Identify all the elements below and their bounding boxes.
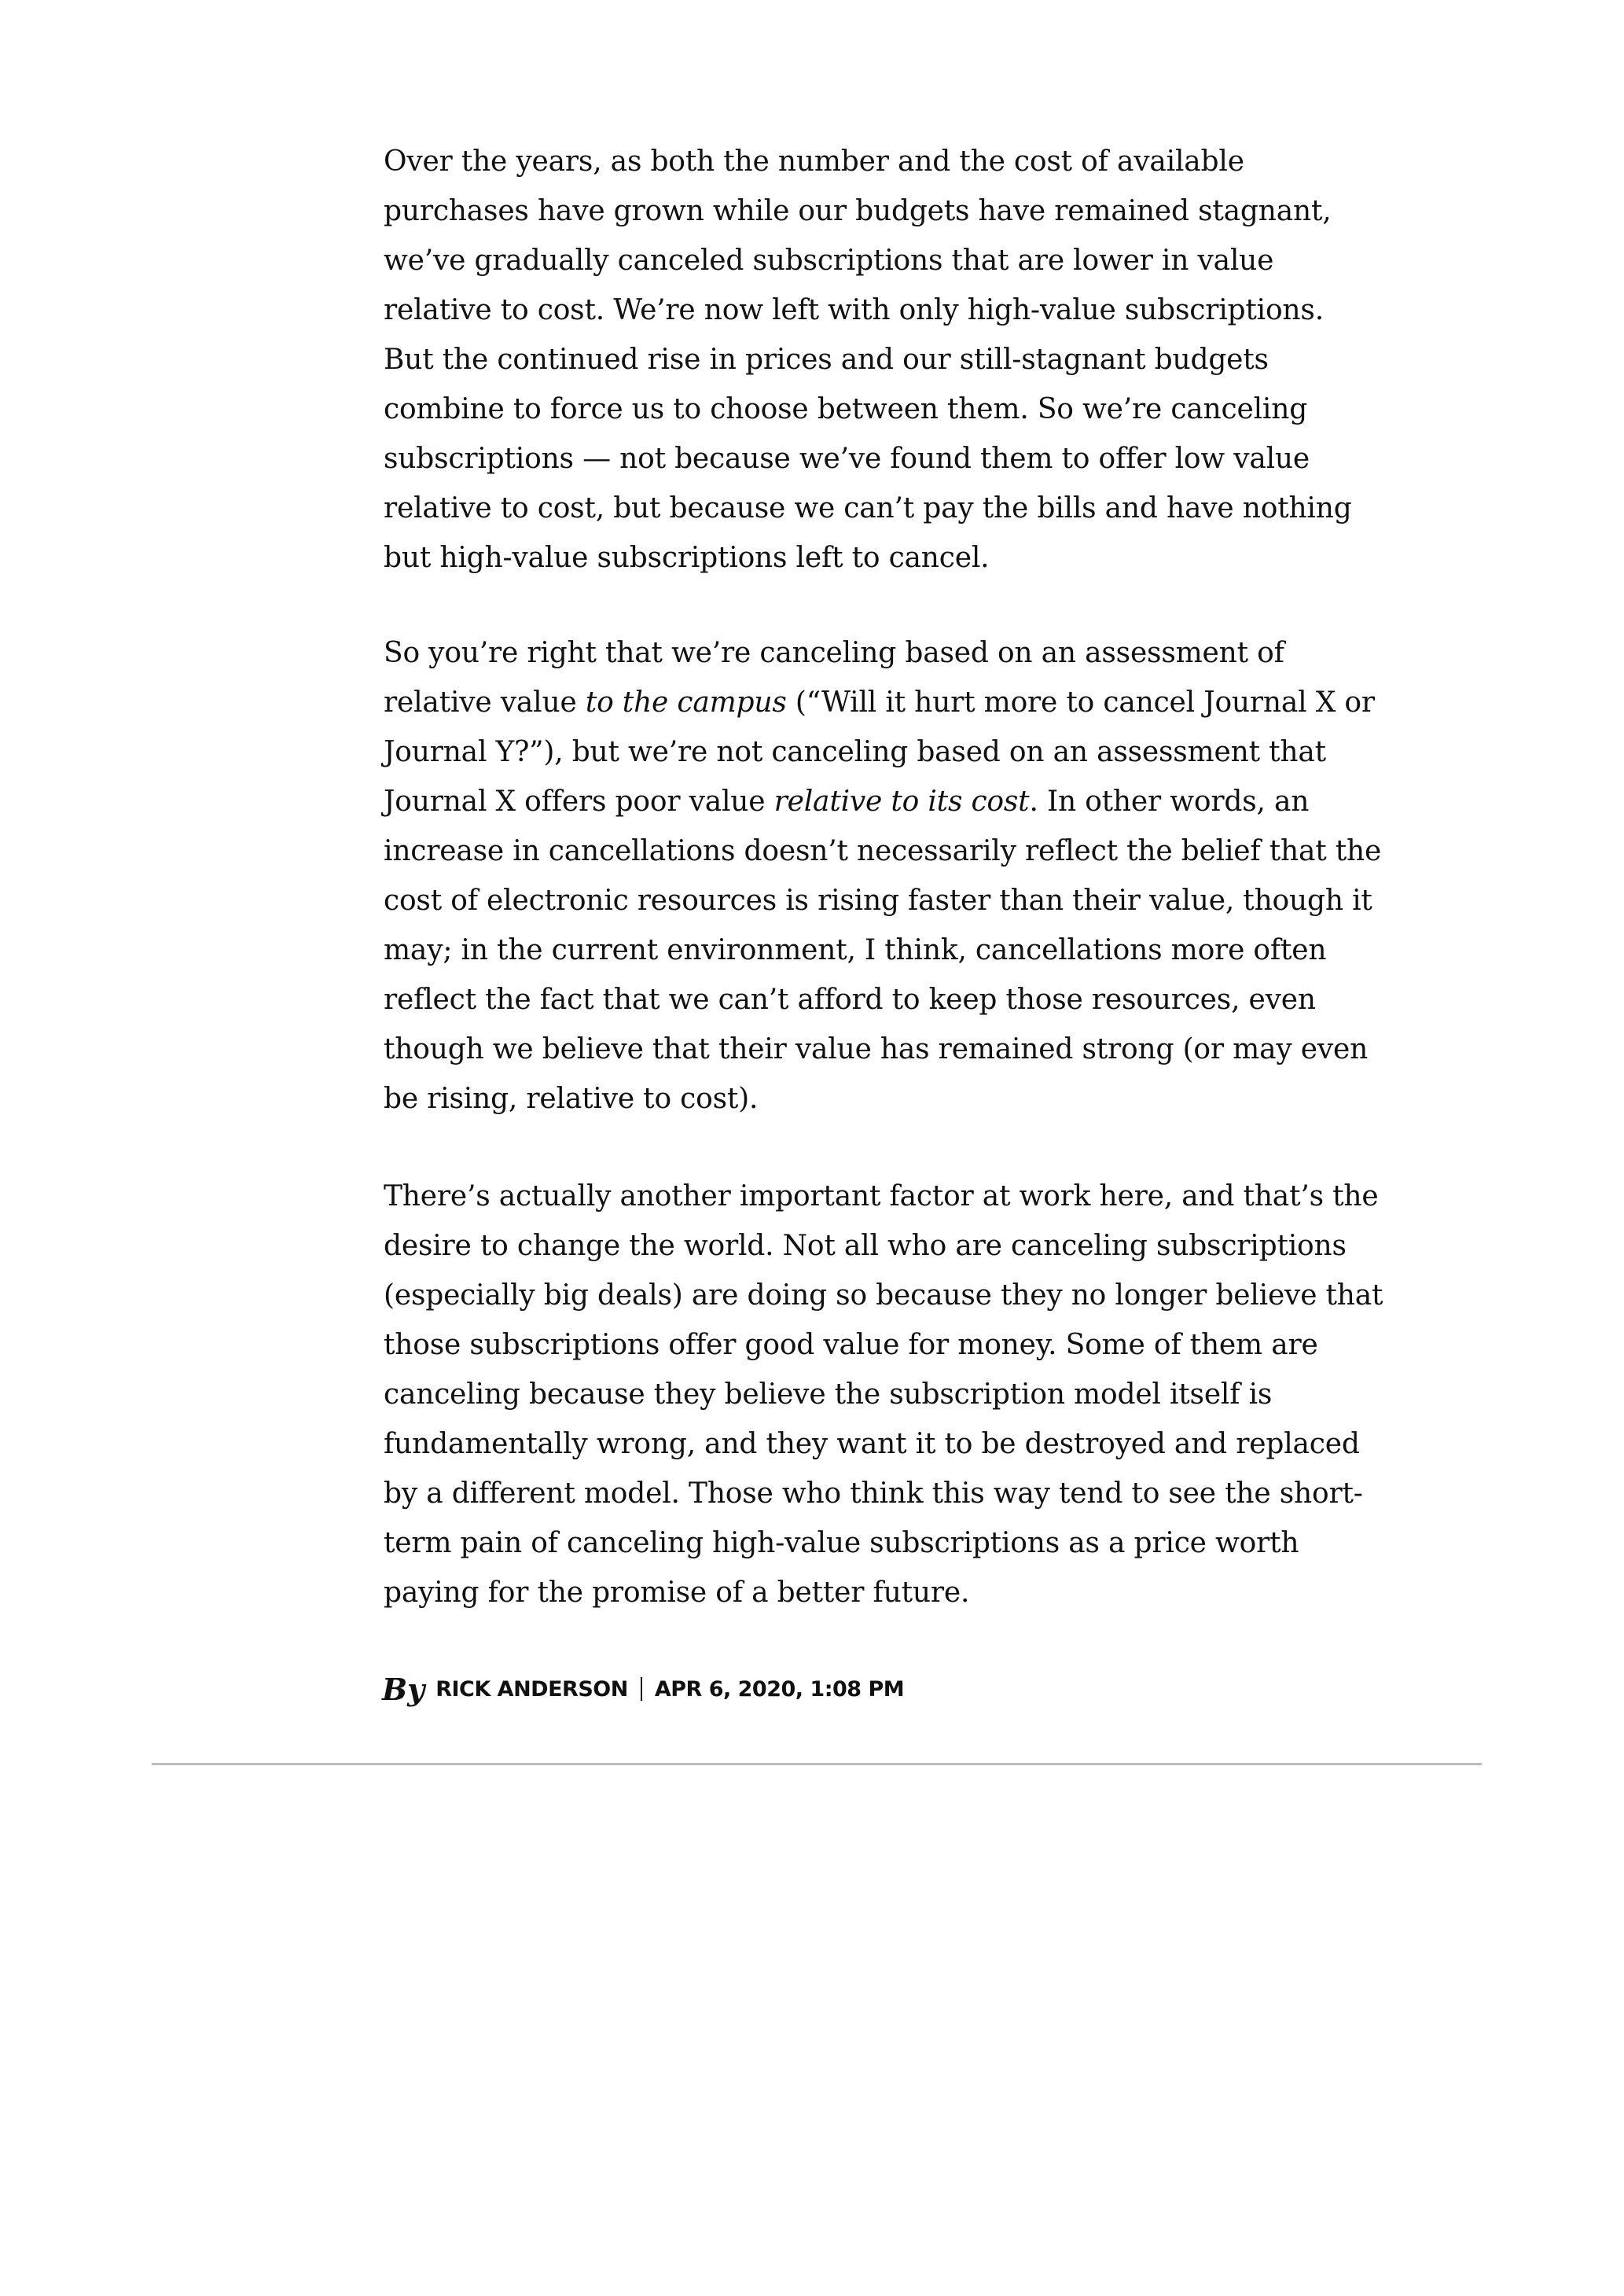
text-segment: (especially big deals) are doing so because they no longer believe that [384, 1279, 1383, 1312]
text-line [384, 1469, 1500, 1518]
text-segment: Over the years, as both the number and the cost of available [384, 145, 1244, 178]
text-line [384, 1370, 1500, 1419]
text-line [384, 1271, 1500, 1320]
text-line [384, 1518, 1500, 1568]
text-segment: paying for the promise of a better future. [384, 1577, 970, 1609]
text-line [384, 826, 1500, 876]
text-line [384, 628, 1500, 678]
text-line [384, 1419, 1500, 1469]
text-line [384, 1320, 1500, 1370]
paragraph-3 [384, 1172, 1500, 1617]
text-line [384, 678, 1500, 727]
text-segment: subscriptions — not because we’ve found them to offer low value [384, 443, 1310, 475]
text-line [384, 434, 1500, 484]
text-segment: relative to cost. We’re now left with only high-value subscriptions. [384, 294, 1324, 326]
text-line [384, 385, 1500, 434]
post-datetime[interactable]: APR 6, 2020, 1:08 PM [654, 1676, 905, 1702]
text-segment: . In other words, an [1029, 786, 1310, 818]
text-segment: purchases have grown while our budgets have remained stagnant, [384, 195, 1332, 227]
text-line [384, 876, 1500, 925]
author-name[interactable]: RICK ANDERSON [435, 1676, 628, 1702]
text-line [384, 335, 1500, 385]
text-line [384, 1172, 1500, 1221]
section-divider [152, 1763, 1482, 1765]
text-segment: fundamentally wrong, and they want it to be destroyed and replaced [384, 1428, 1360, 1460]
text-line [384, 137, 1500, 186]
text-segment: those subscriptions offer good value for money. Some of them are [384, 1329, 1318, 1361]
emphasis-text: to the campus [585, 686, 787, 719]
text-segment: relative to cost, but because we can’t pay the bills and have nothing [384, 492, 1352, 524]
text-line [384, 1025, 1500, 1074]
text-line [384, 1074, 1500, 1124]
text-segment: There’s actually another important factor at work here, and that’s the [384, 1180, 1379, 1212]
text-line [384, 727, 1500, 777]
text-line [384, 777, 1500, 826]
text-segment: by a different model. Those who think this way tend to see the short- [384, 1477, 1363, 1510]
text-segment: Journal X offers poor value [384, 786, 774, 818]
text-segment: reflect the fact that we can’t afford to keep those resources, even [384, 984, 1316, 1016]
text-segment: term pain of canceling high-value subscriptions as a price worth [384, 1527, 1299, 1559]
text-line [384, 236, 1500, 285]
emphasis-text: relative to its cost [773, 786, 1030, 818]
text-line [384, 1568, 1500, 1617]
text-segment: Journal Y?”), but we’re not canceling based on an assessment that [384, 736, 1326, 768]
text-segment: combine to force us to choose between them. So we’re canceling [384, 393, 1308, 425]
text-segment: canceling because they believe the subscription model itself is [384, 1378, 1273, 1411]
text-line [384, 975, 1500, 1025]
text-segment: but high-value subscriptions left to cancel. [384, 542, 990, 574]
text-segment: cost of electronic resources is rising faster than their value, though it [384, 885, 1372, 917]
text-line [384, 186, 1500, 236]
text-segment: So you’re right that we’re canceling based on an assessment of [384, 637, 1284, 669]
text-segment: we’ve gradually canceled subscriptions that are lower in value [384, 245, 1274, 277]
text-segment: be rising, relative to cost). [384, 1083, 759, 1115]
text-segment: increase in cancellations doesn’t necessarily reflect the belief that the [384, 835, 1382, 867]
text-line [384, 484, 1500, 533]
text-line [384, 925, 1500, 975]
paragraph-2 [384, 628, 1500, 1124]
text-segment: though we believe that their value has remained strong (or may even [384, 1033, 1369, 1065]
paragraph-1 [384, 137, 1500, 583]
text-line [384, 285, 1500, 335]
byline-separator [641, 1677, 642, 1701]
text-segment: (“Will it hurt more to cancel Journal X or [786, 686, 1375, 719]
text-segment: may; in the current environment, I think, cancellations more often [384, 934, 1327, 966]
byline [382, 1665, 904, 1713]
text-line [384, 1221, 1500, 1271]
byline-by-label: By [382, 1671, 425, 1707]
text-segment: desire to change the world. Not all who are canceling subscriptions [384, 1230, 1347, 1262]
text-segment: But the continued rise in prices and our still-stagnant budgets [384, 344, 1269, 376]
text-line [384, 533, 1500, 583]
text-segment: relative value [384, 686, 586, 719]
